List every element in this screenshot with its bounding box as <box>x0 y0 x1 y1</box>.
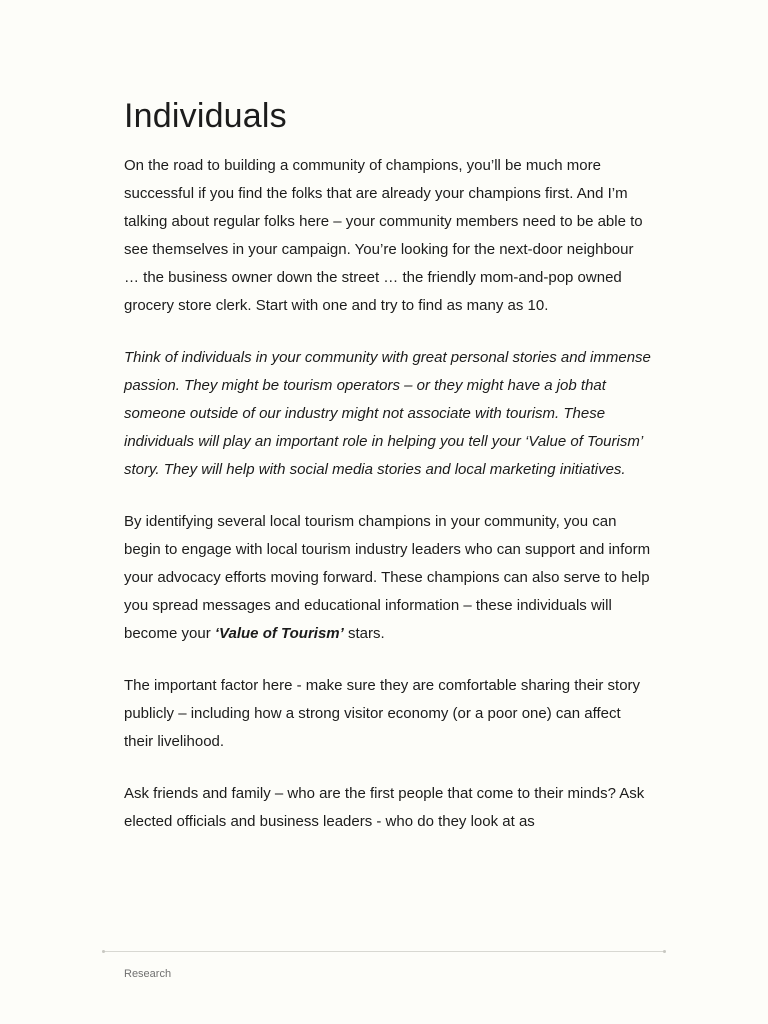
paragraph-identifying-champions-text: By identifying several local tourism champions in your community, you can begin to engage with local tourism industry leaders who can support and inform your advocacy efforts moving forward. These champions can also serve to help you spread messages and educational information – these individuals will become your <box>124 513 651 642</box>
footer-divider <box>103 951 665 952</box>
footer-section-label: Research <box>124 968 172 980</box>
paragraph-identifying-champions-end: stars. <box>343 625 385 642</box>
paragraph-champions-intro: On the road to building a community of champions, you’ll be much more successful if you find the folks that are already your champions first. And I’m talking about regular folks here – your community members need to be able to see themselves in your campaign. You’re looking for the next-door neighbour … the business owner down the street … the friendly mom-and-pop owned grocery store clerk. Start with one and try to find as many as 10. <box>124 157 643 314</box>
paragraph-important-factor: The important factor here - make sure they are comfortable sharing their story publicly – including how a strong visitor economy (or a poor one) can affect their livelihood. <box>124 677 641 750</box>
body-text <box>124 152 652 860</box>
paragraph-ask-friends: Ask friends and family – who are the first people that come to their minds? Ask elected officials and business leaders - who do they look at as <box>124 785 645 830</box>
paragraph-great-stories: Think of individuals in your community with great personal stories and immense passion. They might be tourism operators – or they might have a job that someone outside of our industry might not associate with tourism. These individuals will play an important role in helping you tell your ‘Value of Tourism’ story. They will help with social media stories and local marketing initiatives. <box>124 349 651 478</box>
paragraph-identifying-champions <box>124 508 652 648</box>
page-title: Individuals <box>124 97 287 135</box>
value-of-tourism-emphasis: ‘Value of Tourism’ <box>214 625 344 642</box>
